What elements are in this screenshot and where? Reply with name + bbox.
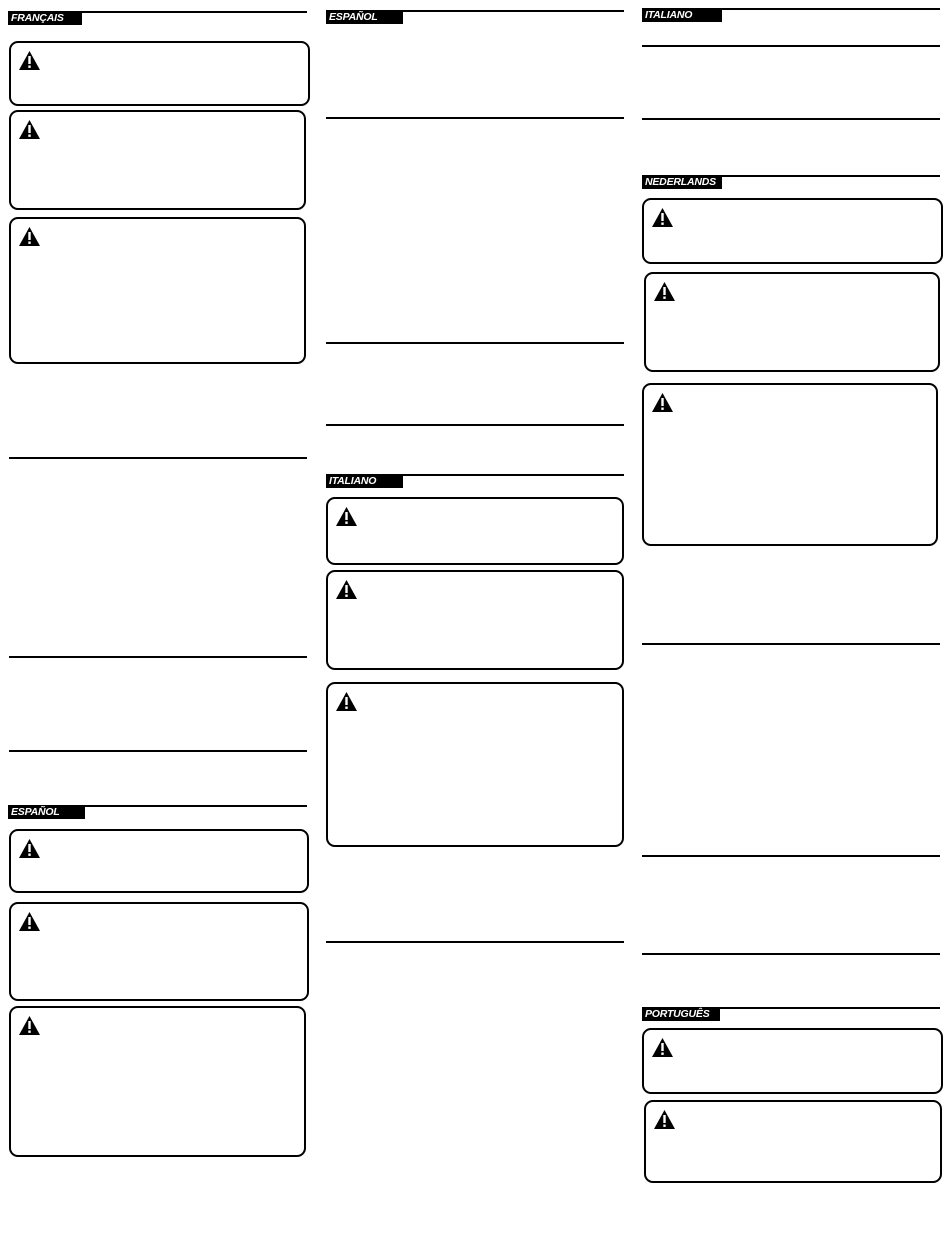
warning-box (9, 217, 306, 364)
warning-triangle-icon (652, 393, 673, 412)
warning-box (326, 497, 624, 565)
warning-box (326, 570, 624, 670)
warning-triangle-icon (19, 120, 40, 139)
warning-triangle-icon (19, 51, 40, 70)
warning-box (642, 198, 943, 264)
section-label: ESPAÑOL (8, 806, 85, 819)
divider-rule (9, 457, 307, 459)
warning-triangle-icon (19, 227, 40, 246)
warning-box (326, 682, 624, 847)
section-label: NEDERLANDS (642, 176, 722, 189)
divider-rule (326, 941, 624, 943)
section-header-italiano (642, 8, 940, 22)
warning-triangle-icon (19, 839, 40, 858)
divider-rule (642, 643, 940, 645)
section-header-francais (8, 11, 307, 25)
warning-box (644, 1100, 942, 1183)
warning-box (642, 1028, 943, 1094)
section-header-espanol (8, 805, 307, 819)
section-label: ITALIANO (642, 9, 722, 22)
divider-rule (326, 342, 624, 344)
column-left (0, 0, 316, 1241)
divider-rule (642, 45, 940, 47)
warning-box (9, 41, 310, 106)
warning-triangle-icon (336, 692, 357, 711)
section-header-italiano (326, 474, 624, 488)
section-label: FRANÇAIS (8, 12, 82, 25)
section-label: ITALIANO (326, 475, 403, 488)
column-middle (316, 0, 632, 1241)
divider-rule (9, 750, 307, 752)
section-label: PORTUGUÊS (642, 1008, 720, 1021)
warning-triangle-icon (654, 1110, 675, 1129)
divider-rule (326, 424, 624, 426)
divider-rule (642, 118, 940, 120)
section-header-portugues (642, 1007, 940, 1021)
warning-triangle-icon (654, 282, 675, 301)
warning-box (642, 383, 938, 546)
warning-box (644, 272, 940, 372)
warning-triangle-icon (19, 1016, 40, 1035)
section-label: ESPAÑOL (326, 11, 403, 24)
warning-triangle-icon (652, 1038, 673, 1057)
column-right (632, 0, 950, 1241)
warning-box (9, 110, 306, 210)
divider-rule (642, 953, 940, 955)
divider-rule (642, 855, 940, 857)
section-header-nederlands (642, 175, 940, 189)
divider-rule (326, 117, 624, 119)
warning-box (9, 1006, 306, 1157)
warning-triangle-icon (19, 912, 40, 931)
warning-box (9, 829, 309, 893)
section-header-espanol (326, 10, 624, 24)
warning-triangle-icon (652, 208, 673, 227)
warning-box (9, 902, 309, 1001)
warning-triangle-icon (336, 507, 357, 526)
warning-triangle-icon (336, 580, 357, 599)
divider-rule (9, 656, 307, 658)
